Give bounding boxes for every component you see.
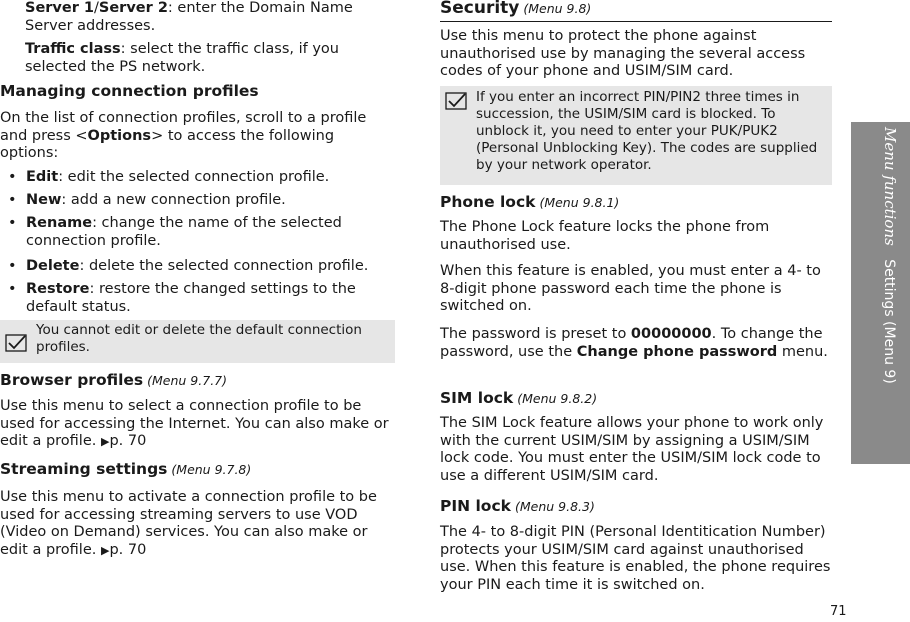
managing-heading: Managing connection profiles — [0, 82, 259, 100]
streaming-heading — [0, 461, 251, 479]
option-label: Delete — [26, 258, 80, 274]
option-label: Edit — [26, 169, 59, 185]
streaming-text — [0, 489, 392, 559]
phonelock-p3-a: The password is preset to — [440, 326, 631, 342]
streaming-title: Streaming settings — [0, 460, 168, 478]
streaming-menu-ref: (Menu 9.7.8) — [171, 462, 252, 477]
option-desc: : delete the selected connection profile. — [79, 258, 369, 274]
pinlock-text: The 4- to 8-digit PIN (Personal Identitication Number) protects your USIM/SIM card against unauthorised use. When this feature is enabled, the phone requires your PIN each time it is switched on. — [440, 524, 831, 593]
phonelock-p3 — [440, 326, 832, 361]
options-key: Options — [87, 127, 152, 144]
section-name: Menu functions — [881, 127, 899, 246]
option-label: New — [26, 192, 62, 208]
change-password-menu: Change phone password — [576, 343, 778, 360]
option-label: Rename — [26, 215, 93, 231]
checkmark-icon — [5, 334, 27, 352]
phonelock-p2: When this feature is enabled, you must enter a 4- to 8-digit phone password each time the phone is switched on. — [440, 263, 821, 314]
bullet: • — [8, 258, 17, 274]
simlock-title: SIM lock — [440, 389, 514, 407]
option-delete — [0, 258, 390, 276]
browser-menu-ref: (Menu 9.7.7) — [147, 373, 227, 388]
server-entry — [25, 0, 385, 35]
bullet: • — [8, 169, 17, 185]
page-number: 71 — [830, 604, 847, 619]
streaming-page-ref: p. 70 — [109, 541, 147, 558]
section-tab-label — [860, 123, 900, 463]
option-new — [0, 192, 390, 210]
traffic-label: Traffic class — [25, 41, 121, 57]
bullet: • — [8, 281, 17, 297]
pinlock-menu-ref: (Menu 9.8.3) — [514, 499, 595, 514]
browser-desc: Use this menu to select a connection profile to be used for accessing the Internet. You can also make or edit a profile. — [0, 398, 389, 449]
phonelock-title: Phone lock — [440, 193, 536, 211]
option-desc: : edit the selected connection profile. — [58, 169, 330, 185]
managing-intro-part1: On the list of connection profiles, scroll to a profile and press < — [0, 110, 367, 144]
security-title: Security — [440, 0, 520, 18]
default-password: 00000000 — [630, 326, 712, 342]
option-edit — [0, 169, 390, 187]
phonelock-p3-b: . To change the password, use the — [440, 326, 823, 360]
note-text: You cannot edit or delete the default connection profiles. — [36, 322, 362, 355]
security-text: Use this menu to protect the phone against unauthorised use by managing the several access codes of your phone and USIM/SIM card. — [440, 28, 806, 79]
simlock-heading — [440, 390, 597, 408]
browser-heading — [0, 372, 227, 390]
option-rename — [0, 215, 375, 250]
arrow-right-icon: ▶ — [100, 435, 110, 448]
phonelock-p1: The Phone Lock feature locks the phone from unauthorised use. — [440, 219, 770, 253]
arrow-right-icon: ▶ — [100, 543, 110, 557]
traffic-desc: : select the traffic class, if you selected the PS network. — [25, 41, 339, 75]
security-heading — [440, 0, 832, 22]
simlock-text: The SIM Lock feature allows your phone to work only with the current USIM/SIM by assigning a USIM/SIM lock code. You must enter the USIM/SIM lock code to use a different USIM/SIM card. — [440, 415, 824, 484]
server2-label: Server 2 — [98, 0, 168, 16]
checkmark-icon — [445, 92, 467, 110]
pinlock-heading — [440, 498, 595, 516]
managing-intro-part2: > to access the following options: — [0, 127, 335, 161]
phonelock-menu-ref: (Menu 9.8.1) — [539, 195, 620, 210]
browser-page-ref: p. 70 — [109, 433, 147, 449]
simlock-menu-ref: (Menu 9.8.2) — [517, 391, 598, 406]
managing-intro — [0, 110, 385, 163]
bullet: • — [8, 192, 17, 208]
subsection-name: Settings (Menu 9) — [881, 259, 897, 384]
browser-title: Browser profiles — [0, 371, 144, 389]
option-desc: : add a new connection profile. — [61, 192, 286, 208]
server-sep: / — [94, 0, 99, 16]
pinlock-title: PIN lock — [440, 497, 511, 515]
note-box-left — [0, 320, 395, 363]
phonelock-heading — [440, 194, 619, 212]
phonelock-p3-c: menu. — [777, 343, 828, 360]
option-desc: : restore the changed settings to the default status. — [26, 281, 356, 315]
browser-text — [0, 398, 390, 451]
streaming-desc: Use this menu to activate a connection profile to be used for accessing streaming servers to use VOD (Video on Demand) services. You can also make or edit a profile. — [0, 489, 377, 558]
option-restore — [0, 281, 390, 316]
server1-label: Server 1 — [25, 0, 95, 16]
bullet: • — [8, 215, 17, 231]
note-text: If you enter an incorrect PIN/PIN2 three times in succession, the USIM/SIM card is blocked. To unblock it, you need to enter your PUK/PUK2 (Personal Unblocking Key). The codes are supplied by your network operator. — [476, 89, 818, 173]
server-desc: : enter the Domain Name Server addresses. — [25, 0, 353, 34]
note-box-right — [440, 86, 832, 185]
security-menu-ref: (Menu 9.8) — [523, 1, 592, 16]
option-label: Restore — [26, 281, 90, 297]
traffic-entry — [25, 41, 385, 76]
option-desc: : change the name of the selected connection profile. — [26, 215, 342, 249]
